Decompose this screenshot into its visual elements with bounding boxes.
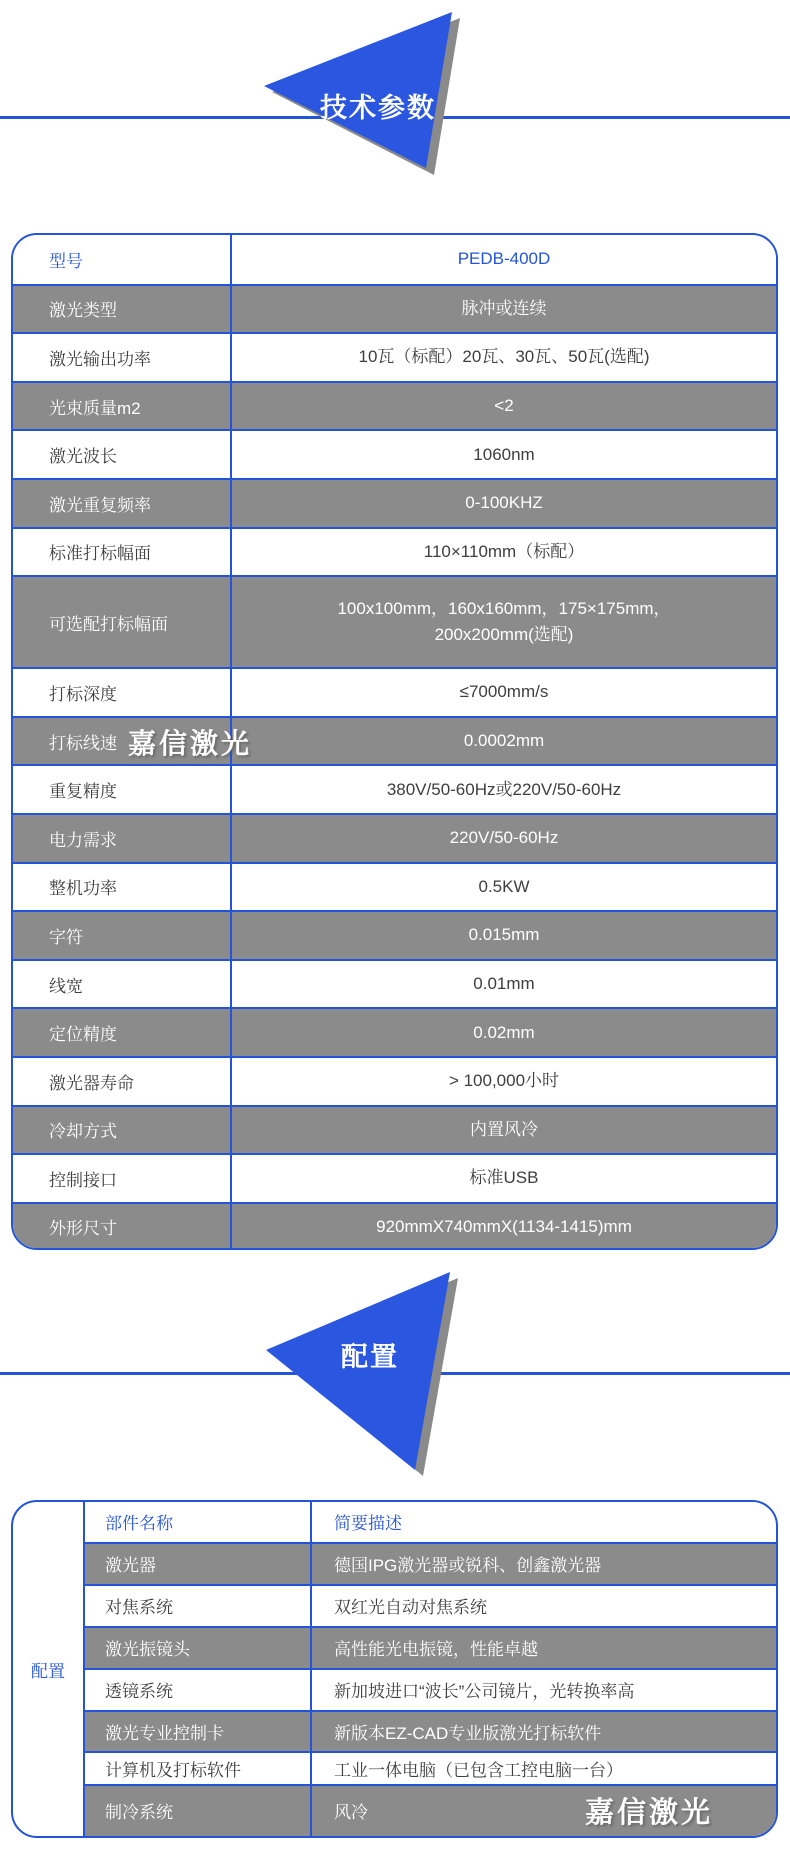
spec-label: 光束质量m2 (13, 383, 232, 430)
spec-label: 型号 (13, 235, 232, 284)
config-part-name: 制冷系统 (85, 1786, 312, 1836)
spec-row (13, 910, 776, 959)
spec-value: 380V/50-60Hz或220V/50-60Hz (386, 779, 622, 799)
spec-row (13, 575, 776, 667)
spec-value: 标准USB (469, 1168, 539, 1188)
spec-row (13, 1105, 776, 1154)
spec-value: <2 (494, 396, 514, 416)
spec-row (13, 667, 776, 716)
spec-label: 冷却方式 (13, 1107, 232, 1154)
config-part-desc: 高性能光电振镜，性能卓越 (334, 1640, 538, 1660)
spec-label: 打标线速 (13, 718, 232, 765)
spec-row (13, 1007, 776, 1056)
spec-value: 100x100mm，160x160mm，175×175mm，200x200mm(选配) (337, 599, 671, 645)
spec-row (13, 1153, 776, 1202)
config-part-desc: 德国IPG激光器或锐科、创鑫激光器 (334, 1556, 602, 1576)
config-banner (240, 1262, 480, 1480)
spec-table (11, 233, 778, 1250)
config-col-header: 简要描述 (334, 1514, 402, 1534)
spec-row (13, 527, 776, 576)
config-part-name: 透镜系统 (85, 1670, 312, 1710)
spec-row (13, 764, 776, 813)
config-part-name: 对焦系统 (85, 1586, 312, 1626)
banner-title: 配置 (341, 1342, 399, 1372)
spec-row (13, 1202, 776, 1250)
spec-value: 0.02mm (473, 1022, 535, 1042)
spec-row (13, 959, 776, 1008)
config-part-desc: 工业一体电脑（已包含工控电脑一台） (334, 1761, 623, 1781)
config-part-name: 激光振镜头 (85, 1628, 312, 1668)
spec-label: 打标深度 (13, 669, 232, 716)
spec-value: 0.5KW (478, 876, 530, 896)
spec-label: 字符 (13, 912, 232, 959)
spec-label: 整机功率 (13, 864, 232, 911)
spec-row (13, 862, 776, 911)
config-row (85, 1542, 776, 1584)
spec-row (13, 235, 776, 284)
spec-value: 0.0002mm (463, 731, 545, 751)
spec-value: > 100,000小时 (448, 1071, 560, 1091)
banner-triangle (264, 12, 452, 168)
config-part-desc: 新加坡进口“波长”公司镜片，光转换率高 (334, 1682, 635, 1702)
spec-value: 1060nm (473, 444, 535, 464)
spec-row (13, 1056, 776, 1105)
config-col-header: 部件名称 (85, 1502, 312, 1542)
technical-params-banner (240, 5, 480, 181)
spec-label: 激光输出功率 (13, 334, 232, 381)
config-side-label: 配置 (13, 1502, 85, 1836)
config-part-name: 激光专业控制卡 (85, 1712, 312, 1752)
spec-label: 激光类型 (13, 286, 232, 333)
spec-label: 重复精度 (13, 766, 232, 813)
spec-label: 激光波长 (13, 431, 232, 478)
spec-value: PEDB-400D (457, 249, 551, 269)
spec-row (13, 284, 776, 333)
watermark-text: 嘉信激光 (128, 728, 253, 759)
spec-label: 定位精度 (13, 1009, 232, 1056)
spec-row (13, 813, 776, 862)
watermark-text: 嘉信激光 (585, 1797, 714, 1829)
spec-value: 10瓦（标配）20瓦、30瓦、50瓦(选配) (358, 347, 650, 367)
config-row (85, 1502, 776, 1542)
config-part-desc: 风冷 (334, 1803, 368, 1823)
spec-label: 外形尺寸 (13, 1204, 232, 1250)
config-part-name: 计算机及打标软件 (85, 1753, 312, 1783)
config-table (11, 1500, 778, 1838)
spec-value: 0.01mm (473, 974, 535, 994)
config-table-body (85, 1502, 776, 1836)
config-row (85, 1584, 776, 1626)
spec-row (13, 478, 776, 527)
spec-label: 可选配打标幅面 (13, 577, 232, 667)
spec-row (13, 429, 776, 478)
spec-label: 激光重复频率 (13, 480, 232, 527)
banner-title: 技术参数 (320, 93, 436, 123)
config-row (85, 1751, 776, 1783)
spec-label: 控制接口 (13, 1155, 232, 1202)
config-row (85, 1668, 776, 1710)
spec-label: 电力需求 (13, 815, 232, 862)
spec-row (13, 332, 776, 381)
spec-value: 220V/50-60Hz (449, 828, 559, 848)
spec-label: 标准打标幅面 (13, 529, 232, 576)
spec-value: 0-100KHZ (465, 493, 543, 513)
config-part-name: 激光器 (85, 1544, 312, 1584)
config-part-desc: 新版本EZ-CAD专业版激光打标软件 (334, 1723, 602, 1743)
spec-value: 0.015mm (468, 925, 540, 945)
spec-label: 线宽 (13, 961, 232, 1008)
config-part-desc: 双红光自动对焦系统 (334, 1598, 487, 1618)
config-row (85, 1626, 776, 1668)
spec-value: 920mmX740mmX(1134-1415)mm (376, 1216, 632, 1236)
spec-value: 内置风冷 (470, 1119, 538, 1139)
spec-value: 110×110mm（标配） (423, 541, 585, 561)
spec-value: 脉冲或连续 (461, 298, 547, 318)
spec-value: ≤7000mm/s (459, 682, 549, 702)
spec-label: 激光器寿命 (13, 1058, 232, 1105)
config-row (85, 1710, 776, 1752)
spec-row (13, 381, 776, 430)
